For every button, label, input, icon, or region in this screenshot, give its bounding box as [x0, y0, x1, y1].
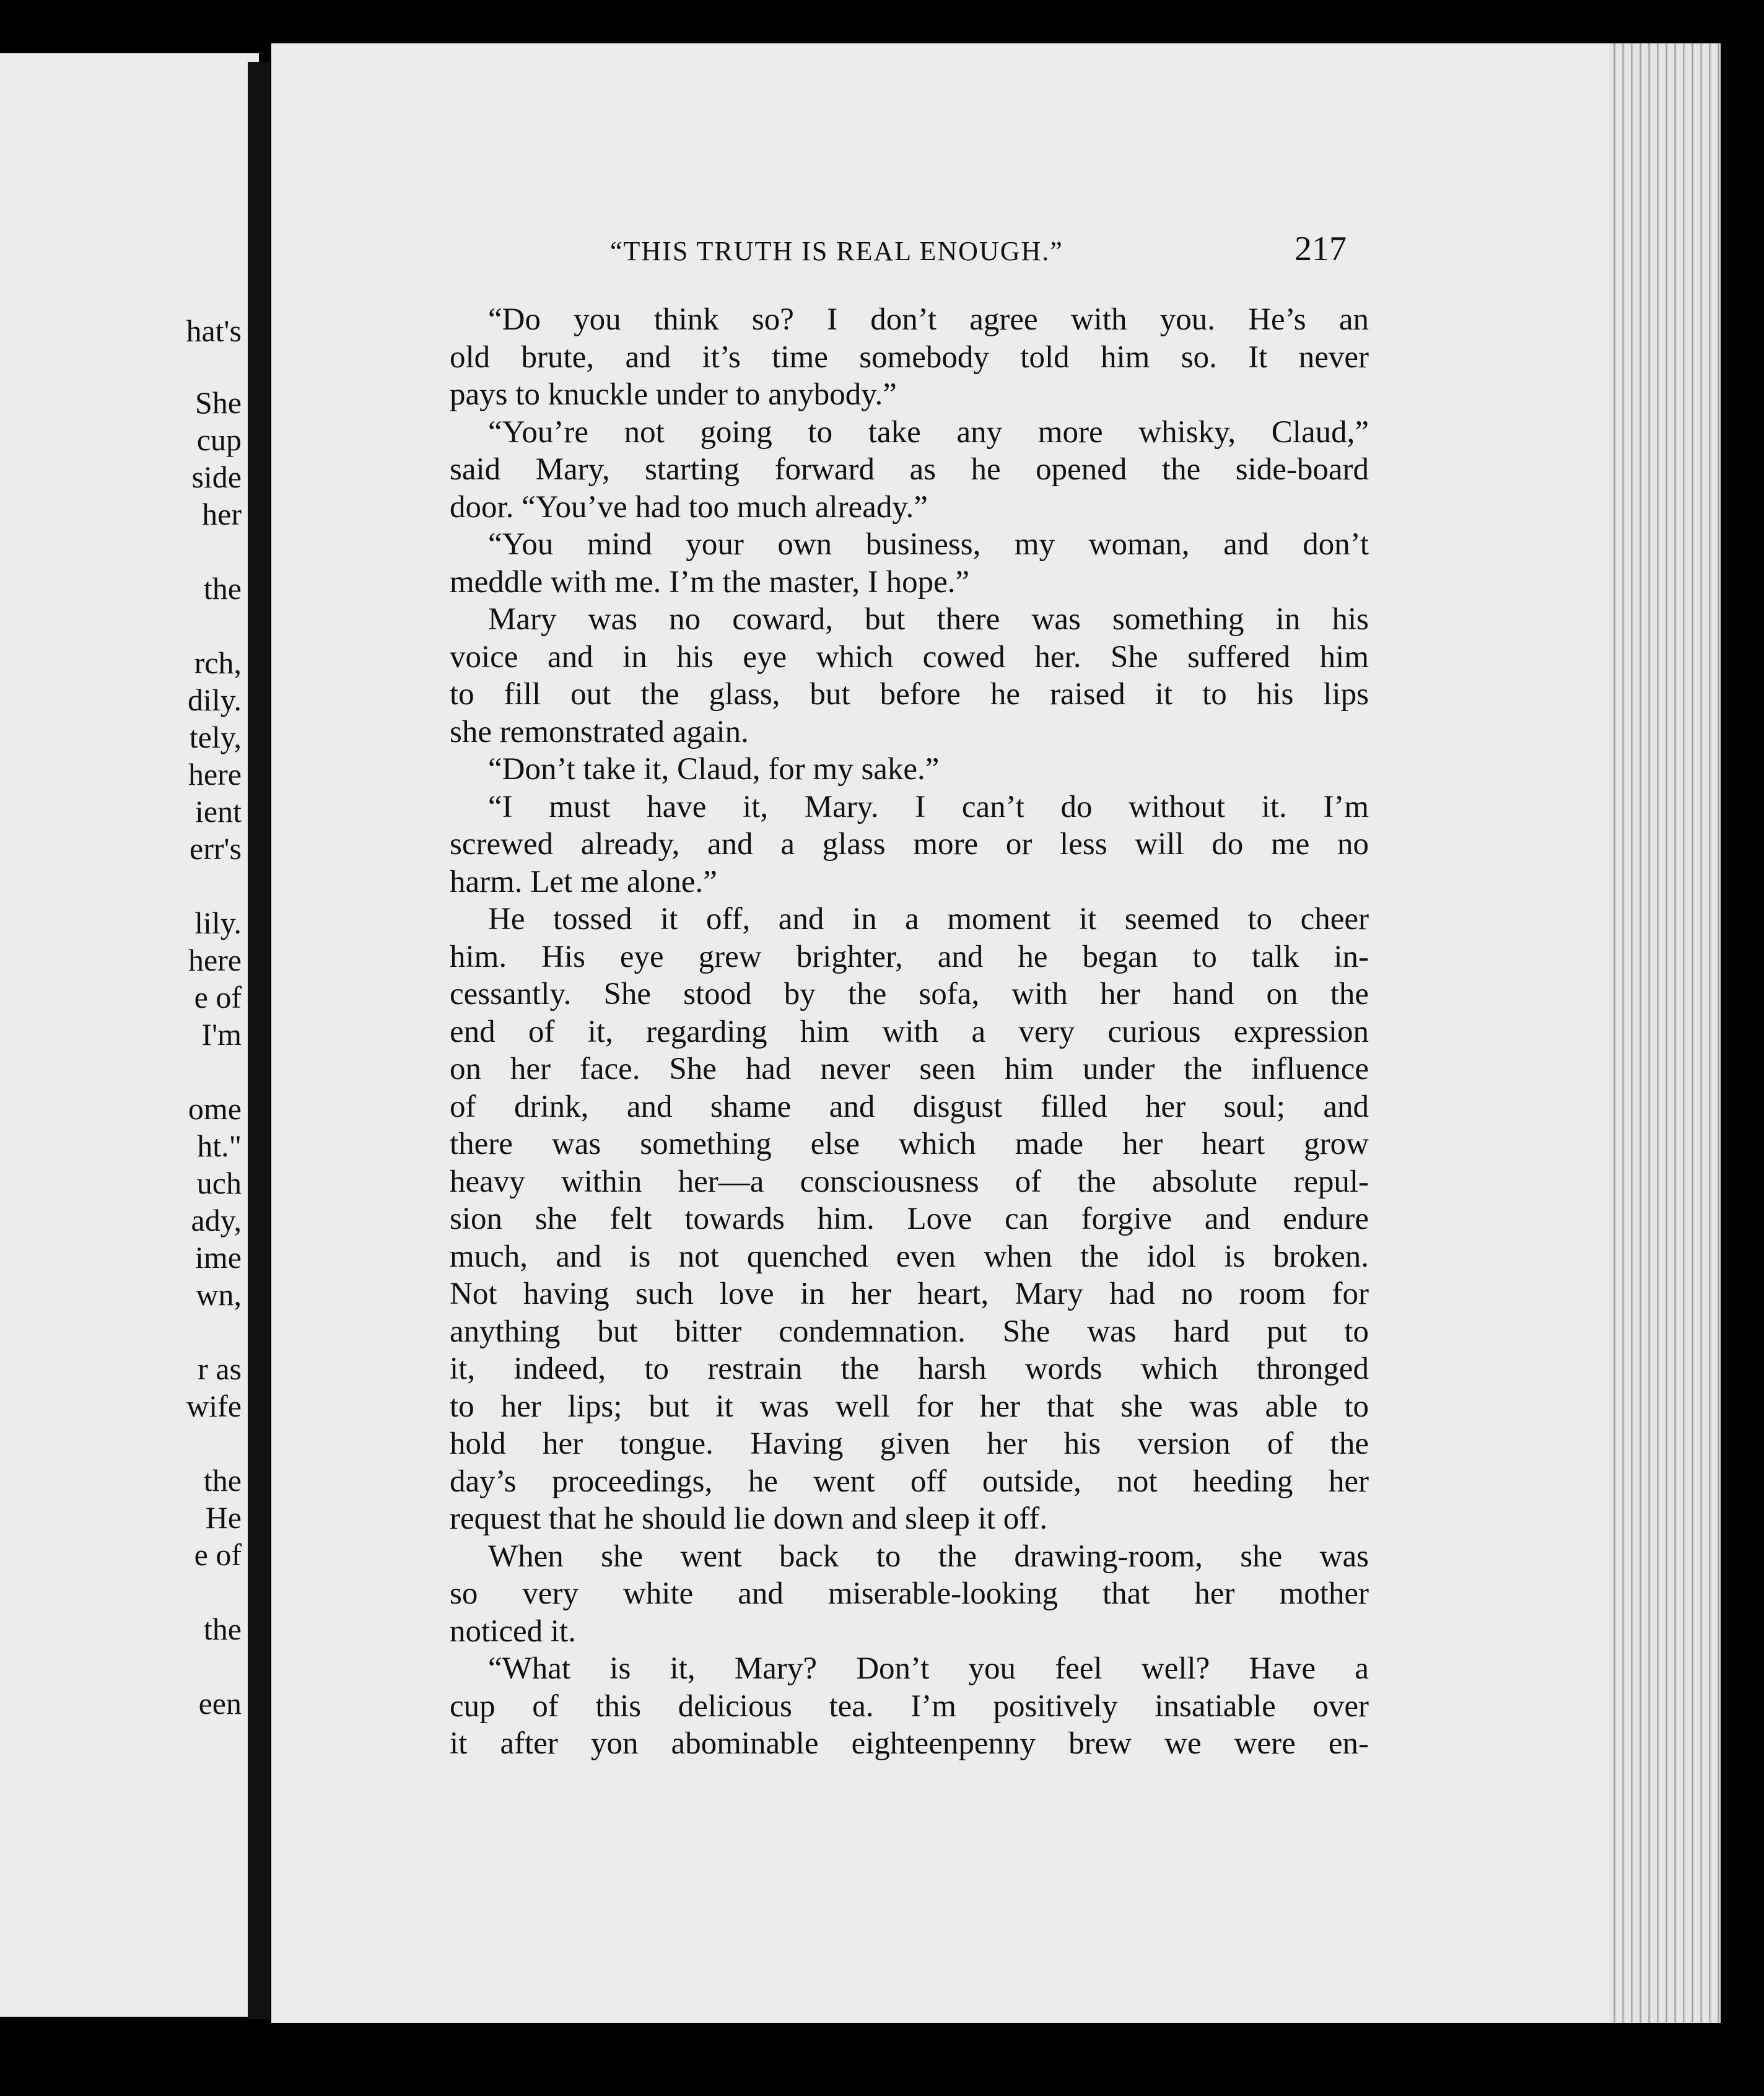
text-line: of drink, and shame and disgust filled her soul; and: [450, 1089, 1369, 1124]
text-line: day’s proceedings, he went off outside, not heeding her: [450, 1464, 1369, 1499]
left-page-fragment: e of: [194, 1537, 242, 1572]
left-page-fragment: the: [203, 1463, 242, 1498]
left-page-fragment: ht.": [197, 1129, 242, 1163]
left-page-fragment: cup: [196, 422, 242, 457]
text-line: old brute, and it’s time somebody told him so. It never: [450, 339, 1369, 375]
left-page-fragment: I'm: [201, 1017, 242, 1052]
left-page-fragment: side: [191, 460, 242, 494]
text-line: Mary was no coward, but there was something in his: [488, 602, 1369, 637]
text-line: “Don’t take it, Claud, for my sake.”: [488, 752, 940, 787]
left-page-fragment: her: [202, 497, 242, 531]
text-line: “You mind your own business, my woman, and don’t: [488, 527, 1369, 562]
text-line: she remonstrated again.: [450, 714, 749, 749]
text-line: sion she felt towards him. Love can forgive and endure: [450, 1202, 1369, 1236]
running-head: “THIS TRUTH IS REAL ENOUGH.”: [610, 236, 1063, 266]
text-line: hold her tongue. Having given her his version of the: [450, 1426, 1369, 1461]
left-page-fragment: dily.: [187, 683, 242, 717]
text-line: him. His eye grew brighter, and he began to talk in-: [450, 939, 1369, 974]
left-page-fragment: rch,: [194, 645, 242, 680]
text-line: meddle with me. I’m the master, I hope.”: [450, 564, 970, 600]
left-page-fragment: here: [188, 943, 242, 977]
text-line: screwed already, and a glass more or less will do me no: [450, 827, 1369, 862]
text-line: “What is it, Mary? Don’t you feel well? Have a: [488, 1651, 1369, 1686]
text-line: voice and in his eye which cowed her. She suffered him: [450, 639, 1369, 675]
left-page-fragment: ady,: [191, 1203, 242, 1238]
text-line: end of it, regarding him with a very curious expression: [450, 1014, 1369, 1049]
left-page-fragment: ime: [195, 1240, 242, 1275]
text-line: there was something else which made her heart grow: [450, 1127, 1369, 1161]
left-page-fragment: tely,: [189, 720, 242, 754]
left-page-fragment: ome: [188, 1091, 242, 1126]
text-line: cessantly. She stood by the sofa, with her hand on the: [450, 977, 1369, 1011]
text-line: anything but bitter condemnation. She was hard put to: [450, 1314, 1369, 1349]
text-line: pays to knuckle under to anybody.”: [450, 377, 897, 412]
text-line: “Do you think so? I don’t agree with you. He’s an: [488, 302, 1369, 337]
body-text: [450, 301, 1369, 1763]
left-page-fragment: wife: [186, 1389, 242, 1423]
text-line: door. “You’ve had too much already.”: [450, 489, 928, 525]
left-page-fragment: hat's: [186, 313, 242, 348]
text-line: much, and is not quenched even when the idol is broken.: [450, 1239, 1369, 1274]
text-line: said Mary, starting forward as he opened the side-board: [450, 452, 1369, 487]
page-edges: [1609, 43, 1721, 2023]
left-page: [0, 53, 259, 2017]
text-line: harm. Let me alone.”: [450, 864, 717, 899]
text-line: Not having such love in her heart, Mary had no room for: [450, 1277, 1369, 1311]
left-page-fragment: He: [205, 1500, 242, 1535]
left-page-fragment: r as: [198, 1351, 242, 1386]
text-line: to her lips; but it was well for her that she was able to: [450, 1389, 1369, 1424]
text-line: so very white and miserable-looking that her mother: [450, 1576, 1369, 1611]
text-line: to fill out the glass, but before he raised it to his lips: [450, 677, 1369, 712]
text-line: “I must have it, Mary. I can’t do without it. I’m: [488, 789, 1369, 824]
left-page-fragment: here: [188, 757, 242, 792]
left-page-fragment: the: [203, 571, 242, 606]
left-page-fragment: lily.: [194, 906, 242, 940]
text-line: cup of this delicious tea. I’m positively insatiable over: [450, 1688, 1369, 1724]
text-line: request that he should lie down and sleep it off.: [450, 1501, 1048, 1536]
left-page-fragment: e of: [194, 980, 242, 1015]
text-line: When she went back to the drawing-room, she was: [488, 1539, 1369, 1574]
left-page-fragment: wn,: [196, 1277, 242, 1312]
left-page-fragment: uch: [196, 1166, 242, 1200]
left-page-fragment: err's: [190, 831, 242, 866]
text-line: “You’re not going to take any more whisky, Claud,”: [488, 414, 1369, 450]
left-page-fragment: ient: [195, 794, 242, 829]
left-page-fragment: the: [203, 1612, 242, 1646]
text-line: noticed it.: [450, 1613, 576, 1649]
text-line: He tossed it off, and in a moment it seemed to cheer: [488, 902, 1369, 937]
text-line: on her face. She had never seen him under the influence: [450, 1052, 1369, 1086]
text-line: heavy within her—a consciousness of the absolute repul-: [450, 1164, 1369, 1199]
left-page-fragment: She: [195, 385, 242, 420]
left-page-text: [0, 53, 259, 2017]
book-gutter: [248, 62, 270, 2019]
text-line: it, indeed, to restrain the harsh words which thronged: [450, 1351, 1369, 1386]
left-page-fragment: een: [198, 1686, 242, 1721]
page-number: 217: [1295, 230, 1347, 268]
text-line: it after yon abominable eighteenpenny brew we were en-: [450, 1726, 1369, 1761]
